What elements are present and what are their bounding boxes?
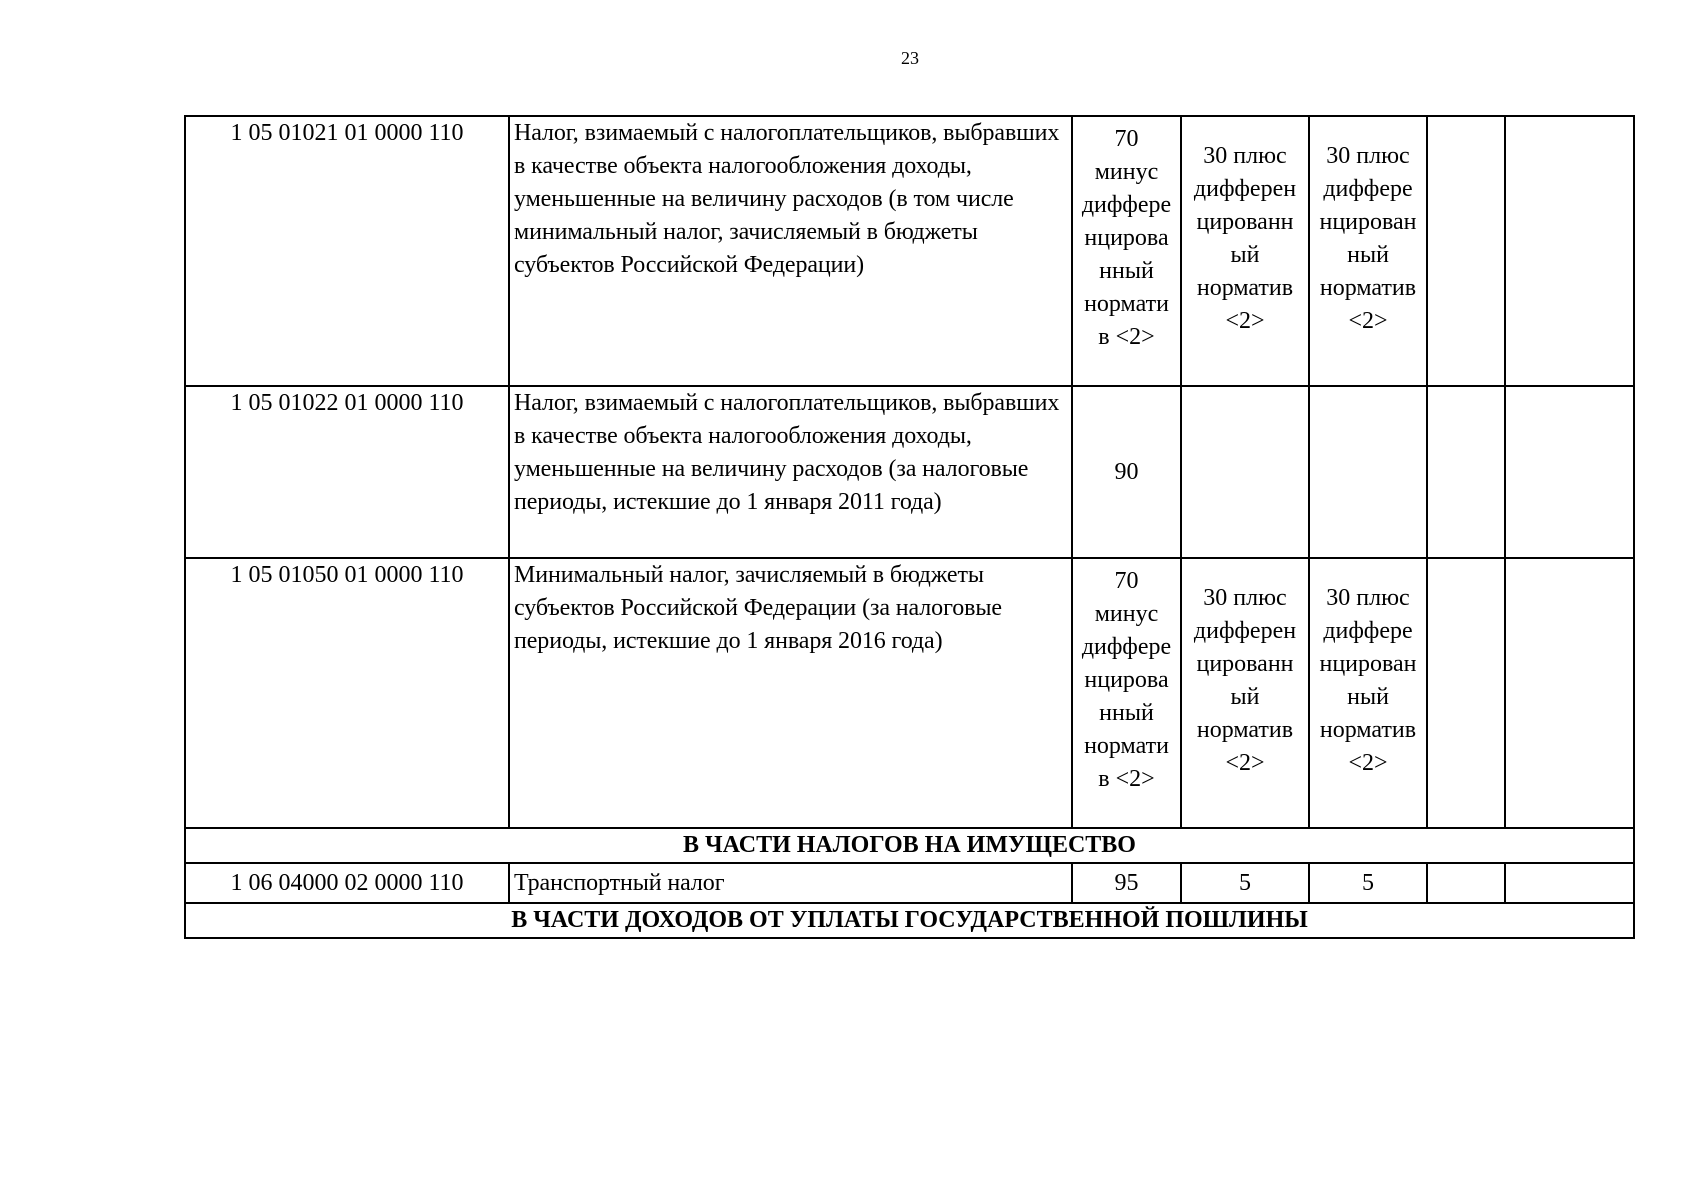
norm-cell-1: 95 [1072, 863, 1181, 903]
norm-cell-3: 30 плюс диффере нцирован ный норматив <2> [1309, 116, 1427, 386]
budget-code-cell: 1 05 01021 01 0000 110 [185, 116, 509, 386]
norm-cell-2: 30 плюс дифферен цированн ый норматив <2> [1181, 558, 1309, 828]
revenue-name-cell: Транспортный налог [509, 863, 1072, 903]
norm-cell-4 [1427, 116, 1505, 386]
norm-cell-4 [1427, 863, 1505, 903]
norm-cell-5 [1505, 863, 1634, 903]
revenue-distribution-table [184, 115, 1635, 939]
norm-cell-5 [1505, 558, 1634, 828]
norm-cell-2: 30 плюс дифферен цированн ый норматив <2> [1181, 116, 1309, 386]
norm-cell-3: 5 [1309, 863, 1427, 903]
revenue-name-cell: Налог, взимаемый с налогоплательщиков, выбравших в качестве объекта налогообложения доходы, уменьшенные на величину расходов (в том числе минимальный налог, зачисляемый в бюджеты субъектов Российской Федерации) [509, 116, 1072, 386]
norm-cell-1: 90 [1072, 386, 1181, 558]
budget-code-cell: 1 05 01022 01 0000 110 [185, 386, 509, 558]
table-row [185, 386, 1634, 558]
budget-code-cell: 1 06 04000 02 0000 110 [185, 863, 509, 903]
norm-cell-4 [1427, 386, 1505, 558]
revenue-name-cell: Минимальный налог, зачисляемый в бюджеты субъектов Российской Федерации (за налоговые периоды, истекшие до 1 января 2016 года) [509, 558, 1072, 828]
norm-cell-1: 70 минус диффере нцирова нный нормати в <2> [1072, 558, 1181, 828]
table-row [185, 863, 1634, 903]
norm-cell-2: 5 [1181, 863, 1309, 903]
section-header-row [185, 828, 1634, 863]
norm-cell-5 [1505, 386, 1634, 558]
section-header-row [185, 903, 1634, 938]
revenue-name-cell: Налог, взимаемый с налогоплательщиков, выбравших в качестве объекта налогообложения доходы, уменьшенные на величину расходов (за налоговые периоды, истекшие до 1 января 2011 года) [509, 386, 1072, 558]
table-row [185, 116, 1634, 386]
norm-cell-1: 70 минус диффере нцирова нный нормати в <2> [1072, 116, 1181, 386]
norm-cell-3: 30 плюс диффере нцирован ный норматив <2> [1309, 558, 1427, 828]
section-title-state-duty: В ЧАСТИ ДОХОДОВ ОТ УПЛАТЫ ГОСУДАРСТВЕННОЙ ПОШЛИНЫ [185, 903, 1634, 938]
norm-cell-3 [1309, 386, 1427, 558]
norm-cell-2 [1181, 386, 1309, 558]
page-number: 23 [901, 48, 919, 68]
section-title-property: В ЧАСТИ НАЛОГОВ НА ИМУЩЕСТВО [185, 828, 1634, 863]
norm-cell-5 [1505, 116, 1634, 386]
table-row [185, 558, 1634, 828]
norm-cell-4 [1427, 558, 1505, 828]
budget-code-cell: 1 05 01050 01 0000 110 [185, 558, 509, 828]
